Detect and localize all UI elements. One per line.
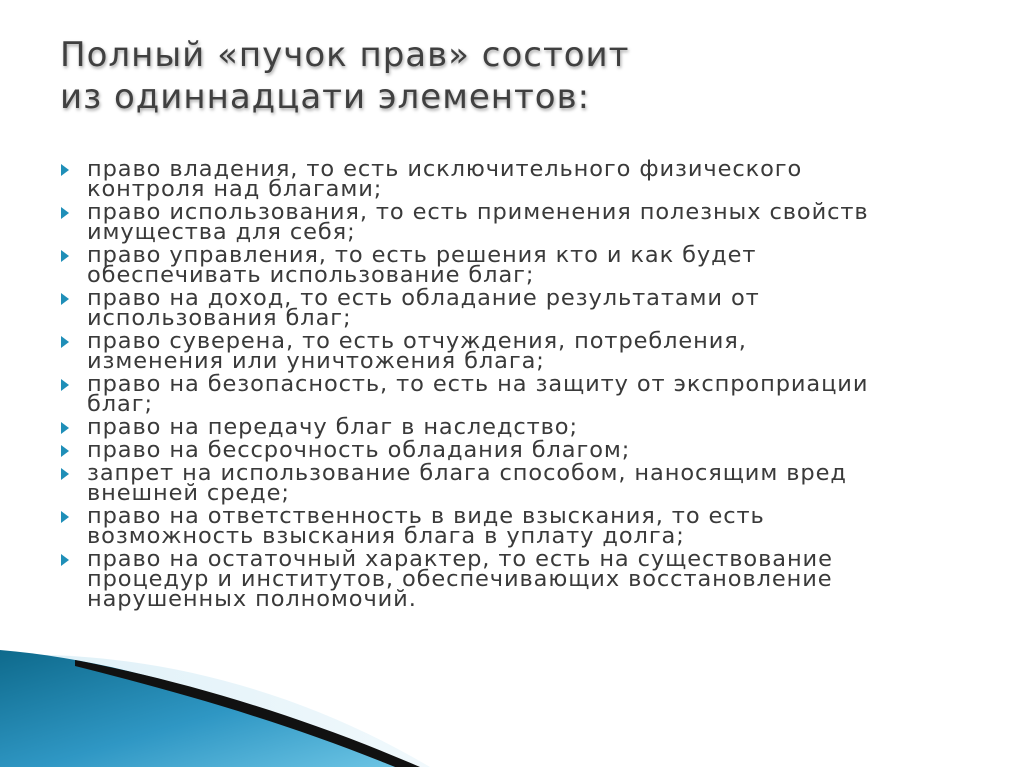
triangle-right-bullet-icon [61,250,69,262]
list-item [60,156,960,202]
list-item-text: право на бессрочность обладания благом; [87,437,631,463]
list-item [60,414,960,440]
list-item [60,328,960,374]
triangle-right-bullet-icon [61,293,69,305]
list-item-text: нарушенных полномочий. [87,586,417,612]
list-item [60,242,960,288]
list-item [60,546,960,612]
list-item [60,460,960,506]
list-item-text: запрет на использование блага способом, наносящим вред [87,460,847,486]
list-item-text: право управления, то есть решения кто и как будет [87,242,757,268]
list-item-text: право использования, то есть применения полезных свойств [87,199,869,225]
title-line: из одиннадцати элементов: [60,77,591,117]
triangle-right-bullet-icon [61,468,69,480]
triangle-right-bullet-icon [61,554,69,566]
triangle-right-bullet-icon [61,422,69,434]
triangle-right-bullet-icon [61,511,69,523]
list-item [60,285,960,331]
list-item-text: использования благ; [87,305,352,331]
list-item [60,503,960,549]
list-item-text: право на доход, то есть обладание результатами от [87,285,760,311]
list-item-text: процедур и институтов, обеспечивающих восстановление [87,566,833,592]
list-item-text: внешней среде; [87,480,290,506]
title-line: Полный «пучок прав» состоит [60,35,630,75]
list-item-text: право суверена, то есть отчуждения, потребления, [87,328,747,354]
triangle-right-bullet-icon [61,445,69,457]
slide-title [60,34,629,118]
triangle-right-bullet-icon [61,379,69,391]
list-item-text: обеспечивать использование благ; [87,262,535,288]
list-item-text: возможность взыскания блага в уплату долга; [87,523,685,549]
list-item-text: благ; [87,391,153,417]
triangle-right-bullet-icon [61,207,69,219]
list-item-text: право на безопасность, то есть на защиту от экспроприации [87,371,869,397]
list-item-text: право на остаточный характер, то есть на существование [87,546,833,572]
triangle-right-bullet-icon [61,336,69,348]
rights-list [60,156,960,612]
decor-blue-band [0,650,395,767]
list-item-text: имущества для себя; [87,219,356,245]
list-item-text: право на ответственность в виде взыскания, то есть [87,503,765,529]
list-item-text: контроля над благами; [87,176,383,202]
list-item-text: право владения, то есть исключительного физического [87,156,803,182]
triangle-right-bullet-icon [61,164,69,176]
list-item-text: изменения или уничтожения блага; [87,348,545,374]
list-item [60,371,960,417]
list-item [60,437,960,463]
list-item-text: право на передачу благ в наследство; [87,414,578,440]
list-item [60,199,960,245]
